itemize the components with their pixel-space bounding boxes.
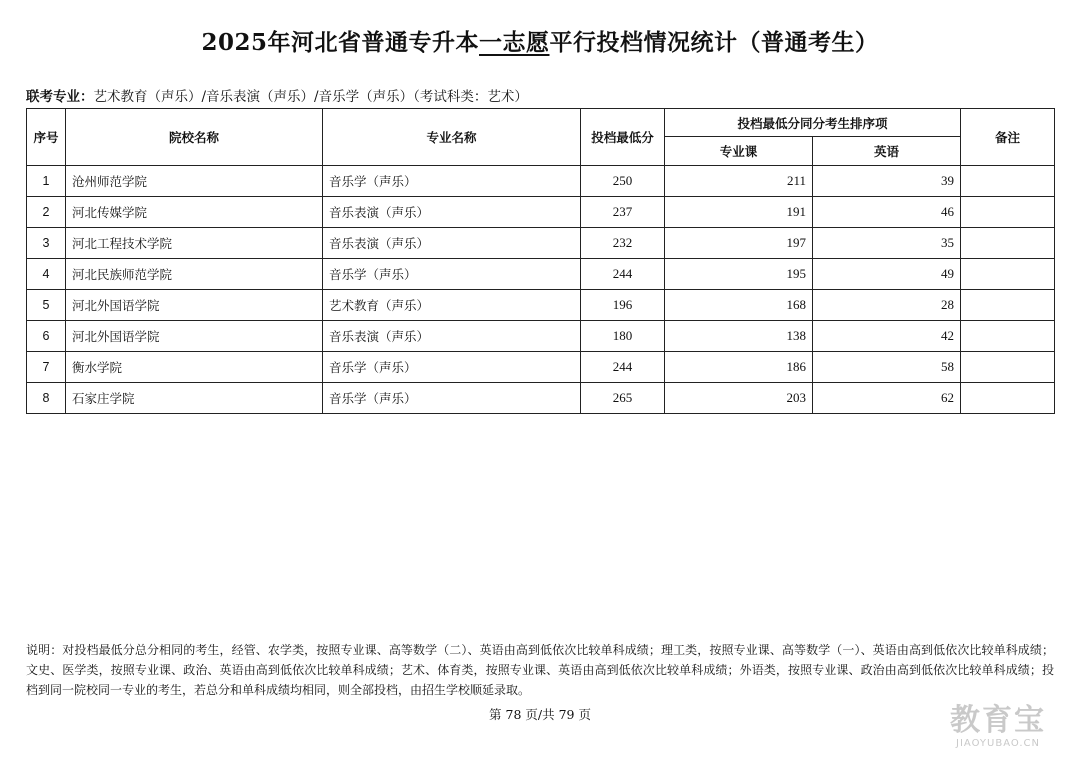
cell-remark bbox=[961, 290, 1055, 321]
cell-major: 音乐表演（声乐） bbox=[323, 197, 581, 228]
cell-remark bbox=[961, 352, 1055, 383]
cell-major: 音乐表演（声乐） bbox=[323, 321, 581, 352]
cell-school: 沧州师范学院 bbox=[66, 166, 323, 197]
title-part2: 平行投档情况统计（普通考生） bbox=[549, 29, 879, 56]
exam-major-value: 艺术教育（声乐）/音乐表演（声乐）/音乐学（声乐）（考试科类：艺术） bbox=[93, 89, 528, 105]
header-min-score: 投档最低分 bbox=[581, 109, 665, 166]
header-tiebreak-group: 投档最低分同分考生排序项 bbox=[665, 109, 961, 137]
cell-major: 音乐学（声乐） bbox=[323, 166, 581, 197]
cell-english: 49 bbox=[813, 259, 961, 290]
cell-min-score: 237 bbox=[581, 197, 665, 228]
cell-school: 河北工程技术学院 bbox=[66, 228, 323, 259]
table-row bbox=[27, 383, 1055, 414]
cell-major-course: 191 bbox=[665, 197, 813, 228]
cell-english: 42 bbox=[813, 321, 961, 352]
cell-no: 6 bbox=[27, 321, 66, 352]
table-row bbox=[27, 259, 1055, 290]
cell-english: 35 bbox=[813, 228, 961, 259]
cell-min-score: 180 bbox=[581, 321, 665, 352]
cell-no: 3 bbox=[27, 228, 66, 259]
cell-major-course: 195 bbox=[665, 259, 813, 290]
title-part1: 2025年河北省普通专升本 bbox=[201, 29, 479, 56]
cell-no: 7 bbox=[27, 352, 66, 383]
cell-major-course: 186 bbox=[665, 352, 813, 383]
cell-no: 2 bbox=[27, 197, 66, 228]
exam-major-label: 联考专业： bbox=[26, 89, 94, 105]
cell-major-course: 211 bbox=[665, 166, 813, 197]
page-title bbox=[0, 24, 1080, 57]
cell-major: 音乐学（声乐） bbox=[323, 352, 581, 383]
cell-no: 4 bbox=[27, 259, 66, 290]
page-number: 第 78 页/共 79 页 bbox=[489, 707, 591, 722]
cell-min-score: 244 bbox=[581, 352, 665, 383]
title-underlined: 一志愿 bbox=[479, 29, 550, 56]
watermark-text: 教育宝 bbox=[950, 703, 1046, 738]
table-row bbox=[27, 352, 1055, 383]
cell-remark bbox=[961, 166, 1055, 197]
header-school: 院校名称 bbox=[66, 109, 323, 166]
cell-remark bbox=[961, 259, 1055, 290]
cell-school: 石家庄学院 bbox=[66, 383, 323, 414]
table-row bbox=[27, 290, 1055, 321]
cell-remark bbox=[961, 321, 1055, 352]
cell-no: 5 bbox=[27, 290, 66, 321]
watermark-logo bbox=[938, 704, 1058, 749]
cell-min-score: 250 bbox=[581, 166, 665, 197]
cell-major-course: 168 bbox=[665, 290, 813, 321]
cell-remark bbox=[961, 228, 1055, 259]
cell-min-score: 244 bbox=[581, 259, 665, 290]
table-row bbox=[27, 321, 1055, 352]
cell-min-score: 196 bbox=[581, 290, 665, 321]
header-subject-major-course: 专业课 bbox=[665, 137, 813, 166]
cell-english: 58 bbox=[813, 352, 961, 383]
header-major: 专业名称 bbox=[323, 109, 581, 166]
cell-school: 河北传媒学院 bbox=[66, 197, 323, 228]
table-header-row bbox=[27, 109, 1055, 137]
admission-table bbox=[26, 108, 1055, 414]
cell-major: 艺术教育（声乐） bbox=[323, 290, 581, 321]
cell-english: 28 bbox=[813, 290, 961, 321]
explanation-note: 说明：对投档最低分总分相同的考生，经管、农学类，按照专业课、高等数学（二）、英语由高到低依次比较单科成绩；理工类，按照专业课、高等数学（一）、英语由高到低依次比较单科成绩；文史、医学类，按照专业课、政治、英语由高到低依次比较单科成绩；艺术、体育类，按照专业课、英语由高到低依次比较单科成绩；外语类，按照专业课、政治由高到低依次比较单科成绩；投档到同一院校同一专业的考生，若总分和单科成绩均相同，则全部投档，由招生学校顺延录取。 bbox=[26, 643, 1054, 697]
header-remark: 备注 bbox=[961, 109, 1055, 166]
watermark-url: JIAOYUBAO.CN bbox=[956, 738, 1040, 749]
table-row bbox=[27, 197, 1055, 228]
cell-major: 音乐学（声乐） bbox=[323, 383, 581, 414]
table-row bbox=[27, 228, 1055, 259]
cell-school: 衡水学院 bbox=[66, 352, 323, 383]
cell-english: 39 bbox=[813, 166, 961, 197]
cell-major-course: 138 bbox=[665, 321, 813, 352]
table-row bbox=[27, 166, 1055, 197]
exam-major-line bbox=[26, 85, 528, 105]
cell-remark bbox=[961, 197, 1055, 228]
cell-major: 音乐学（声乐） bbox=[323, 259, 581, 290]
cell-no: 1 bbox=[27, 166, 66, 197]
cell-no: 8 bbox=[27, 383, 66, 414]
cell-english: 62 bbox=[813, 383, 961, 414]
cell-min-score: 265 bbox=[581, 383, 665, 414]
cell-major-course: 203 bbox=[665, 383, 813, 414]
cell-school: 河北外国语学院 bbox=[66, 321, 323, 352]
cell-min-score: 232 bbox=[581, 228, 665, 259]
cell-english: 46 bbox=[813, 197, 961, 228]
cell-major: 音乐表演（声乐） bbox=[323, 228, 581, 259]
cell-school: 河北民族师范学院 bbox=[66, 259, 323, 290]
cell-remark bbox=[961, 383, 1055, 414]
cell-school: 河北外国语学院 bbox=[66, 290, 323, 321]
cell-major-course: 197 bbox=[665, 228, 813, 259]
header-no: 序号 bbox=[27, 109, 66, 166]
header-subject-english: 英语 bbox=[813, 137, 961, 166]
